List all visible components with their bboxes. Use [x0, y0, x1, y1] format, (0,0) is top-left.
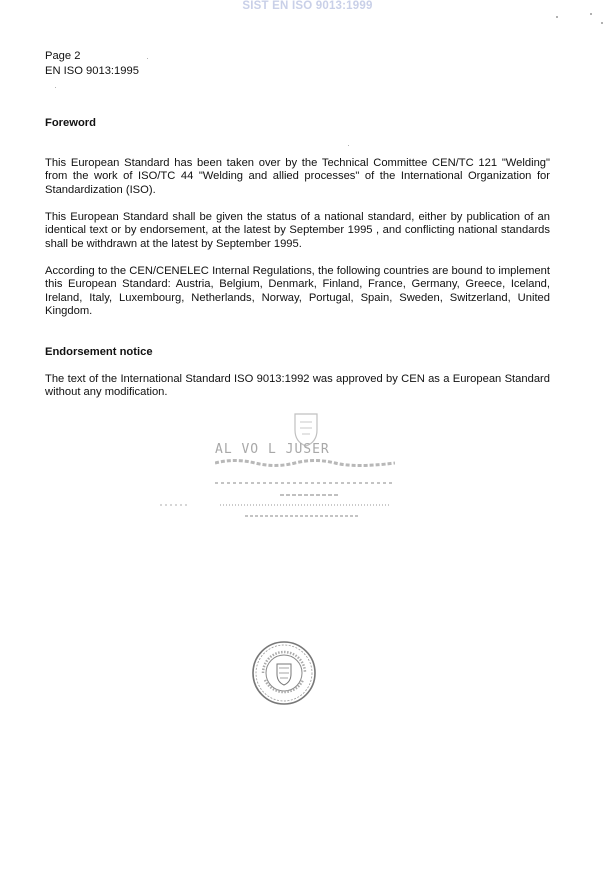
scan-speck — [348, 145, 349, 146]
scan-speck — [147, 58, 148, 59]
document-watermark: SIST EN ISO 9013:1999 — [242, 0, 373, 12]
page-number: Page 2 — [45, 50, 81, 62]
foreword-paragraph-2: This European Standard shall be given the status of a national standard, either by publication of an identical text or by endorsement, at the latest by September 1995 , and conflicting national standards shall be withdrawn at the latest by September 1995. — [45, 211, 550, 250]
endorsement-title: Endorsement notice — [45, 346, 153, 358]
scan-speck — [55, 87, 56, 88]
stamp-line-5 — [160, 500, 395, 526]
foreword-paragraph-1: This European Standard has been taken over by the Technical Committee CEN/TC 121 "Welding" from the work of ISO/TC 44 "Welding and allied processes" of the International Organization for Standardization (ISO). — [45, 157, 550, 196]
official-seal-icon — [251, 640, 317, 711]
scan-speck — [590, 13, 592, 15]
scan-speck — [556, 16, 558, 18]
page-header — [45, 49, 139, 79]
stamp-line-1: AL VO L JUSER — [215, 442, 330, 457]
scan-speck — [601, 22, 603, 24]
standard-number: EN ISO 9013:1995 — [45, 65, 139, 77]
foreword-paragraph-3: According to the CEN/CENELEC Internal Regulations, the following countries are bound to implement this European Standard: Austria, Belgium, Denmark, Finland, France, Germany, Greece, Iceland, Ireland, Italy, Luxembourg, Netherlands, Norway, Portugal, Spain, Sweden, Switzerland, United Kingdom. — [45, 265, 550, 318]
stamp-smudge-icon — [215, 458, 395, 468]
stamp-line-2 — [215, 458, 395, 471]
endorsement-paragraph: The text of the International Standard ISO 9013:1992 was approved by CEN as a European Standard without any modification. — [45, 373, 550, 399]
foreword-title: Foreword — [45, 117, 96, 129]
